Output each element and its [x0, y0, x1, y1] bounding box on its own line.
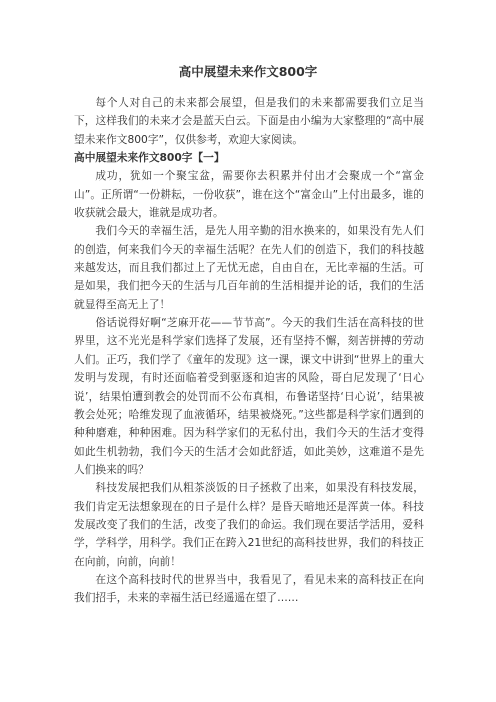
body-paragraph: 科技发展把我们从粗茶淡饭的日子拯救了出来，如果没有科技发展，我们肯定无法想象现在的日子是什么样？是昏天暗地还是浑黄一体。科技发展改变了我们的生活，改变了我们的命运。我们现在要活学活用，爱科学，学科学，用科学。我们正在跨入21世纪的高科技世界，我们的科技正在向前，向前，向前！ — [74, 481, 424, 568]
body-paragraph: 成功，犹如一个聚宝盆，需要你去积累并付出才会聚成一个“富金山”。正所谓“一份耕耘，一份收获”，谁在这个“富金山”上付出最多，谁的收获就会最大，谁就是成功者。 — [74, 169, 424, 220]
document-title: 高中展望未来作文800字 — [178, 64, 318, 79]
body-paragraph: 我们今天的幸福生活，是先人用辛勤的泪水换来的，如果没有先人们的创造，何来我们今天的幸福生活呢？在先人们的创造下，我们的科技越来越发达，而且我们都过上了无忧无虑，自由自在，无比幸福的生活。可是如果，我们把今天的生活与几百年前的生活相提并论的话，我们的生活就显得至高无上了！ — [74, 224, 424, 311]
section-heading: 高中展望未来作文800字【一】 — [74, 151, 225, 165]
intro-paragraph: 每个人对自己的未来都会展望，但是我们的未来都需要我们立足当下，这样我们的未来才会是蓝天白云。下面是由小编为大家整理的“高中展望未来作文800字”，仅供参考，欢迎大家阅读。 — [74, 96, 424, 146]
body-paragraph: 在这个高科技时代的世界当中，我看见了，看见未来的高科技正在向我们招手，未来的幸福生活已经遥遥在望了…… — [74, 572, 424, 605]
body-paragraph: 俗话说得好啊“芝麻开花——节节高”。今天的我们生活在高科技的世界里，这不光光是科学家们选择了发展，还有坚持不懈，刻苦拼搏的劳动人们。正巧，我们学了《童年的发现》这一课，课文中讲到“世界上的重大发明与发现，有时还面临着受到驱逐和迫害的风险，哥白尼发现了‘日心说’，结果怕遭到教会的处罚而不公布真相，布鲁诺坚持‘日心说’，结果被教会处死；哈维发现了血液循环，结果被烧死。”这些都是科学家们遇到的种种磨难，种种困难。因为科学家们的无私付出，我们今天的生活才变得如此生机勃勃，我们今天的生活才会如此舒适，如此美妙，这难道不是先人们换来的吗？ — [74, 316, 424, 476]
document-body — [74, 94, 424, 608]
